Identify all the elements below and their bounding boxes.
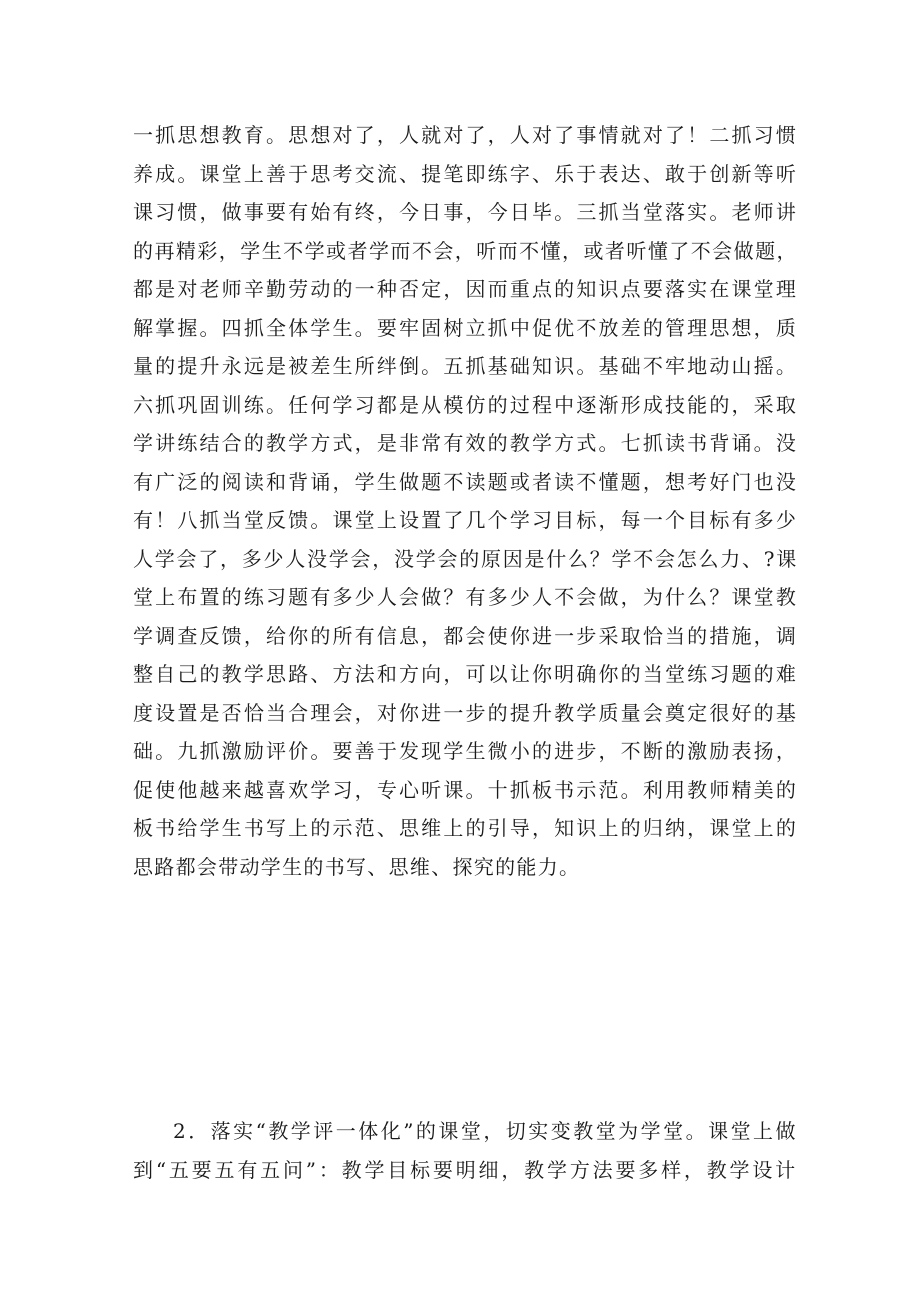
text-line: 度设置是否恰当合理会，对你进一步的提升教学质量会奠定很好的基	[133, 700, 798, 725]
text-line: 六抓巩固训练。任何学习都是从模仿的过程中逐渐形成技能的，采取	[133, 392, 798, 417]
text-line: 有！八抓当堂反馈。课堂上设置了几个学习目标，每一个目标有多少	[133, 508, 798, 532]
text-line: 人学会了，多少人没学会，没学会的原因是什么？学不会怎么力、?课	[133, 546, 798, 571]
text-line: 的再精彩，学生不学或者学而不会，听而不懂，或者听懂了不会做题，	[133, 238, 798, 263]
text-line: 课习惯，做事要有始有终，今日事，今日毕。三抓当堂落实。老师讲	[133, 200, 798, 224]
text-line: 思路都会带动学生的书写、思维、探究的能力。	[133, 854, 581, 879]
text-line: 都是对老师辛勤劳动的一种否定，因而重点的知识点要落实在课堂理	[133, 277, 798, 301]
text-line: 学调查反馈，给你的所有信息，都会使你进一步采取恰当的措施，调	[133, 623, 798, 648]
text-line: 一抓思想教育。思想对了，人就对了，人对了事情就对了！二抓习惯	[133, 123, 798, 147]
text-line: 板书给学生书写上的示范、思维上的引导，知识上的归纳，课堂上的	[133, 816, 798, 840]
text-line: 堂上布置的练习题有多少人会做？有多少人不会做，为什么？课堂教	[133, 585, 798, 609]
text-line: 促使他越来越喜欢学习，专心听课。十抓板书示范。利用教师精美的	[133, 777, 798, 802]
text-line: 量的提升永远是被差生所绊倒。五抓基础知识。基础不牢地动山摇。	[133, 354, 798, 378]
text-line: 到“五要五有五问”：教学目标要明细，教学方法要多样，教学设计	[133, 1157, 798, 1182]
paragraph	[133, 1112, 798, 1189]
text-line: 学讲练结合的教学方式，是非常有效的教学方式。七抓读书背诵。没	[133, 431, 798, 455]
text-line: 有广泛的阅读和背诵，学生做题不读题或者读不懂题，想考好门也没	[133, 469, 798, 494]
text-line: 解掌握。四抓全体学生。要牢固树立抓中促优不放差的管理思想，质	[133, 315, 798, 340]
text-line: 整自己的教学思路、方法和方向，可以让你明确你的当堂练习题的难	[133, 662, 798, 686]
text-line: 础。九抓激励评价。要善于发现学生微小的进步，不断的激励表扬，	[133, 739, 798, 763]
text-line: 2．落实“教学评一体化”的课堂，切实变教堂为学堂。课堂上做	[173, 1119, 798, 1143]
paragraph	[133, 116, 798, 886]
text-line: 养成。课堂上善于思考交流、提笔即练字、乐于表达、敢于创新等听	[133, 161, 798, 186]
